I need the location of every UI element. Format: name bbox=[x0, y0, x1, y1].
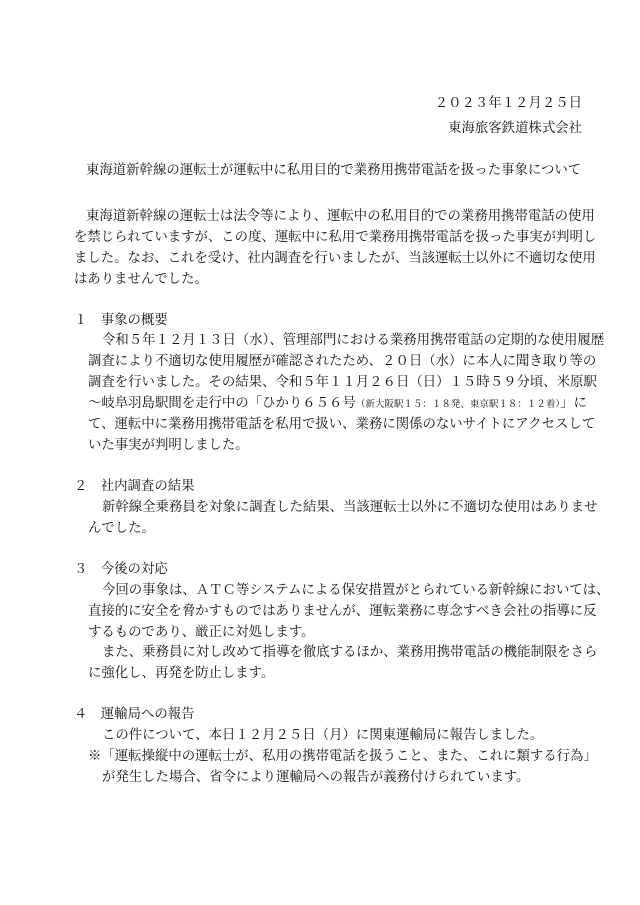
section-heading: １ 事象の概要 bbox=[74, 313, 168, 328]
footnote-line: ※「運転操縦中の運転士が、私用の携帯電話を扱うこと、また、これに類する行為」 bbox=[88, 749, 597, 764]
route-text: ～岐阜羽島駅間を走行中の「ひかり６５６号 bbox=[88, 396, 356, 411]
section-heading: ２ 社内調査の結果 bbox=[74, 479, 195, 494]
section-line: んでした。 bbox=[88, 521, 155, 536]
section-line: 新幹線全乗務員を対象に調査した結果、当該運転士以外に不適切な使用はありませ bbox=[102, 500, 598, 515]
section-line: 令和５年１２月１３日（水）、管理部門における業務用携帯電話の定期的な使用履歴 bbox=[102, 333, 605, 348]
section-line: 調査を行いました。その結果、令和５年１１月２６日（日）１５時５９分頃、米原駅 bbox=[88, 375, 597, 390]
document-title: 東海道新幹線の運転士が運転中に私用目的で業務用携帯電話を扱った事象について bbox=[86, 163, 582, 178]
section-heading: ４ 運輸局への報告 bbox=[74, 707, 195, 722]
footnote-line: が発生した場合、省令により運輸局への報告が義務付けられています。 bbox=[102, 770, 530, 785]
intro-line: はありませんでした。 bbox=[74, 272, 208, 287]
section-line bbox=[88, 396, 587, 413]
section-line: 調査により不適切な使用履歴が確認されたため、２０日（水）に本人に聞き取り等の bbox=[88, 354, 597, 369]
section-line: この件について、本日１２月２５日（月）に関東運輸局に報告しました。 bbox=[102, 728, 544, 743]
train-timetable-note: （新大阪駅１５：１８発、東京駅１８：１２着） bbox=[355, 399, 561, 410]
section-line: て、運転中に業務用携帯電話を私用で扱い、業務に関係のないサイトにアクセスして bbox=[88, 417, 596, 432]
company-name: 東海旅客鉄道株式会社 bbox=[448, 121, 582, 136]
section-line: 直接的に安全を脅かすものではありませんが、運転業務に専念すべき会社の指導に反 bbox=[88, 604, 597, 619]
section-line: また、乗務員に対し改めて指導を徹底するほか、業務用携帯電話の機能制限をさら bbox=[102, 645, 598, 660]
intro-line: を禁じられていますが、この度、運転中に私用で業務用携帯電話を扱った事実が判明し bbox=[74, 230, 597, 245]
section-line: に強化し、再発を防止します。 bbox=[88, 666, 275, 681]
route-text-end: 」に bbox=[560, 396, 587, 411]
document-date: ２０２３年１２月２５日 bbox=[434, 96, 582, 111]
section-heading: ３ 今後の対応 bbox=[74, 562, 168, 577]
intro-line: 東海道新幹線の運転士は法令等により、運転中の私用目的での業務用携帯電話の使用 bbox=[86, 209, 595, 224]
section-line: するものであり、厳正に対処します。 bbox=[88, 625, 315, 640]
section-line: 今回の事象は、ＡＴＣ等システムによる保安措置がとられている新幹線においては、 bbox=[102, 583, 610, 598]
intro-line: ました。なお、これを受け、社内調査を行いましたが、当該運転士以外に不適切な使用 bbox=[74, 251, 596, 266]
section-line: いた事実が判明しました。 bbox=[88, 438, 249, 453]
